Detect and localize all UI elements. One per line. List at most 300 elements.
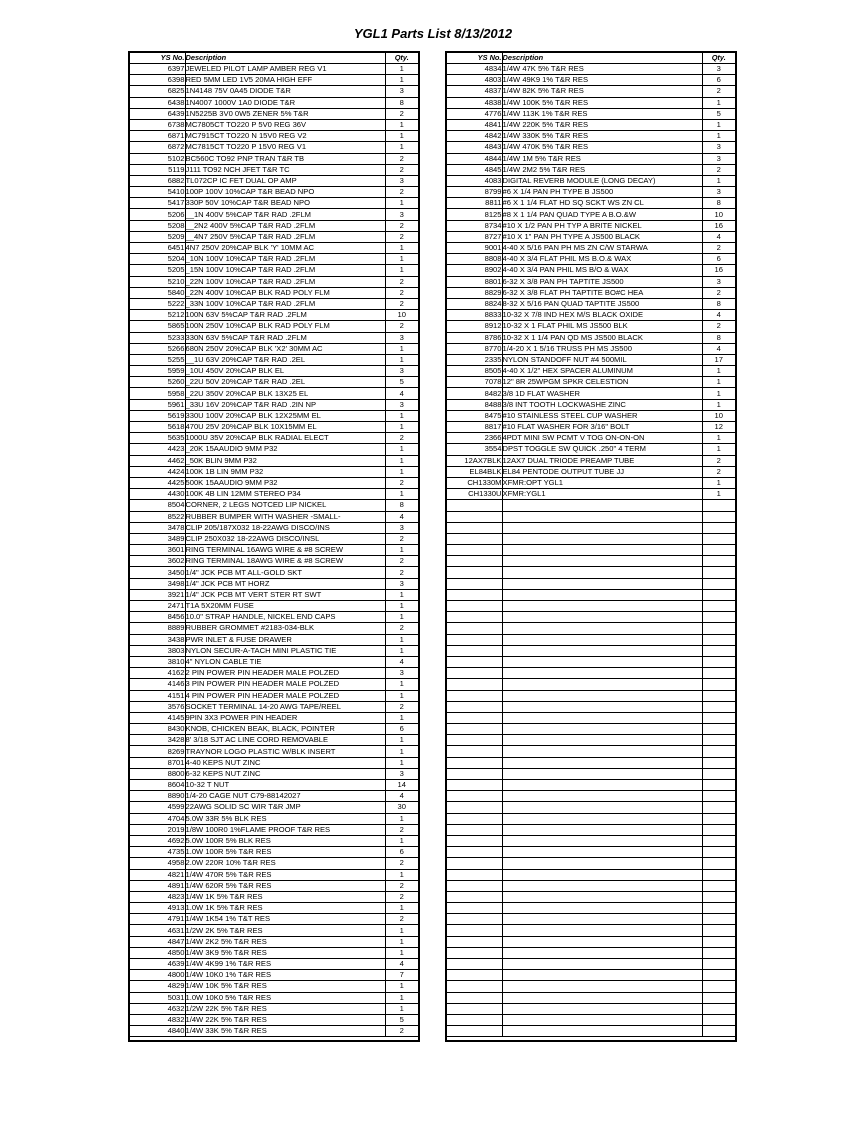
table-row (447, 366, 735, 377)
description-cell: 1.0W 10K0 5% T&R RES (185, 992, 385, 1003)
description-cell: MC7915CT TO220 N 15V0 REG V2 (185, 131, 385, 142)
description-cell (502, 533, 702, 544)
qty-cell: 1 (702, 119, 735, 130)
ys-no-cell: 6738 (130, 119, 185, 130)
qty-cell: 1 (385, 545, 418, 556)
table-row (447, 455, 735, 466)
description-cell: 10-32 X 1 1/4 PAN QD MS JS500 BLACK (502, 332, 702, 343)
qty-cell (702, 925, 735, 936)
ys-no-cell: 8430 (130, 724, 185, 735)
qty-cell: 2 (385, 477, 418, 488)
qty-cell (702, 869, 735, 880)
table-row (130, 545, 418, 556)
qty-cell: 1 (702, 131, 735, 142)
ys-no-cell: 4735 (130, 847, 185, 858)
qty-cell: 5 (385, 1014, 418, 1025)
ys-no-cell: 2335 (447, 354, 502, 365)
table-row (130, 601, 418, 612)
qty-cell: 3 (385, 668, 418, 679)
empty-table-row (447, 623, 735, 634)
qty-cell: 2 (385, 824, 418, 835)
description-cell: __1N 400V 5%CAP T&R RAD .2FLM (185, 209, 385, 220)
description-cell: CLIP 250X032 18-22AWG DISCO/INSL (185, 533, 385, 544)
qty-cell: 1 (385, 198, 418, 209)
qty-cell (702, 1026, 735, 1037)
qty-cell: 1 (385, 936, 418, 947)
qty-cell (702, 601, 735, 612)
ys-no-cell (447, 903, 502, 914)
table-row (447, 64, 735, 75)
ys-no-cell: 5222 (130, 298, 185, 309)
ys-no-cell (447, 880, 502, 891)
ys-no-cell (447, 612, 502, 623)
ys-no-cell: 4430 (130, 489, 185, 500)
description-cell (502, 623, 702, 634)
description-cell: NYLON SECUR-A-TACH MINI PLASTIC TIE (185, 645, 385, 656)
ys-no-cell (447, 589, 502, 600)
qty-cell: 2 (385, 433, 418, 444)
qty-cell (702, 612, 735, 623)
description-cell: 1/4W 2M2 5% T&R RES (502, 164, 702, 175)
table-row (130, 791, 418, 802)
qty-cell: 2 (385, 533, 418, 544)
qty-cell: 1 (385, 612, 418, 623)
ys-no-cell (447, 735, 502, 746)
ys-no-cell: 8808 (447, 254, 502, 265)
description-cell: 1/4W 33K 5% T&R RES (185, 1026, 385, 1037)
qty-cell: 2 (702, 86, 735, 97)
ys-no-cell (447, 835, 502, 846)
table-row (130, 388, 418, 399)
table-row (130, 858, 418, 869)
empty-table-row (447, 601, 735, 612)
empty-table-row (447, 768, 735, 779)
ys-no-cell (447, 724, 502, 735)
ys-no-cell: 4632 (130, 1003, 185, 1014)
table-row (130, 64, 418, 75)
ys-no-cell: 2471 (130, 601, 185, 612)
qty-cell: 3 (385, 366, 418, 377)
ys-no-cell: 4146 (130, 679, 185, 690)
table-row (130, 1026, 418, 1037)
empty-table-row (447, 1026, 735, 1037)
ys-no-cell: 6882 (130, 175, 185, 186)
table-row (130, 343, 418, 354)
table-row (130, 366, 418, 377)
description-cell: 12AX7 DUAL TRIODE PREAMP TUBE (502, 455, 702, 466)
description-cell: __4N7 250V 5%CAP T&R RAD .2FLM (185, 231, 385, 242)
table-row (447, 97, 735, 108)
table-row (130, 824, 418, 835)
table-row (130, 377, 418, 388)
ys-no-cell: 4704 (130, 813, 185, 824)
description-cell: 1/4W 10K0 1% T&R RES (185, 970, 385, 981)
table-row (130, 668, 418, 679)
description-cell (502, 970, 702, 981)
description-cell: 1N5225B 3V0 0W5 ZENER 5% T&R (185, 108, 385, 119)
qty-cell (702, 701, 735, 712)
qty-cell: 1 (385, 422, 418, 433)
ys-no-cell (447, 1026, 502, 1037)
ys-no-cell (447, 891, 502, 902)
qty-cell: 1 (385, 466, 418, 477)
ys-no-cell (447, 802, 502, 813)
description-cell: 1/4W 4K99 1% T&R RES (185, 959, 385, 970)
empty-table-row (447, 1014, 735, 1025)
table-row (130, 880, 418, 891)
ys-no-cell: 5204 (130, 254, 185, 265)
ys-no-cell: 4424 (130, 466, 185, 477)
description-cell: RUBBER BUMPER WITH WASHER -SMALL- (185, 511, 385, 522)
description-cell (502, 768, 702, 779)
description-cell (502, 545, 702, 556)
qty-cell (702, 746, 735, 757)
qty-cell: 3 (702, 187, 735, 198)
table-row (130, 656, 418, 667)
description-cell: EL84 PENTODE OUTPUT TUBE JJ (502, 466, 702, 477)
empty-table-row (447, 858, 735, 869)
ys-no-cell: 5233 (130, 332, 185, 343)
qty-cell: 1 (385, 746, 418, 757)
table-row (447, 164, 735, 175)
qty-cell: 1 (385, 690, 418, 701)
description-cell: 1/4W 470K 5% T&R RES (502, 142, 702, 153)
description-cell: 1/4-20 X 1 5/16 TRUSS PH MS JS500 (502, 343, 702, 354)
qty-cell: 2 (385, 153, 418, 164)
table-row (447, 377, 735, 388)
description-cell (502, 925, 702, 936)
qty-cell: 1 (385, 444, 418, 455)
qty-cell: 1 (385, 243, 418, 254)
ys-no-cell: 5260 (130, 377, 185, 388)
ys-no-cell: 4844 (447, 153, 502, 164)
parts-table (447, 53, 735, 1037)
ys-no-cell: 8482 (447, 388, 502, 399)
table-row (447, 287, 735, 298)
qty-cell (702, 1003, 735, 1014)
ys-no-cell: 3498 (130, 578, 185, 589)
qty-cell: 2 (385, 187, 418, 198)
empty-table-row (447, 556, 735, 567)
table-header-row (130, 53, 418, 64)
qty-cell: 8 (702, 198, 735, 209)
table-row (447, 332, 735, 343)
ys-no-cell: 5958 (130, 388, 185, 399)
description-cell: XFMR:OPT YGL1 (502, 477, 702, 488)
qty-cell: 2 (385, 701, 418, 712)
ys-no-cell: 4958 (130, 858, 185, 869)
description-cell (502, 757, 702, 768)
qty-cell: 1 (385, 265, 418, 276)
description-cell: 4 PIN POWER PIN HEADER MALE POLZED (185, 690, 385, 701)
ys-no-cell: 8824 (447, 298, 502, 309)
empty-table-row (447, 612, 735, 623)
table-row (130, 254, 418, 265)
table-row (130, 86, 418, 97)
qty-cell (702, 735, 735, 746)
description-cell: BC560C TO92 PNP TRAN T&R TB (185, 153, 385, 164)
table-row (130, 970, 418, 981)
description-cell: 1/4W 82K 5% T&R RES (502, 86, 702, 97)
table-row (130, 187, 418, 198)
description-cell (502, 903, 702, 914)
description-cell (502, 567, 702, 578)
ys-no-cell: 4803 (447, 75, 502, 86)
qty-cell: 1 (385, 1003, 418, 1014)
description-cell: _22N 100V 10%CAP T&R RAD .2FLM (185, 276, 385, 287)
ys-no-cell: 4425 (130, 477, 185, 488)
qty-cell: 1 (385, 947, 418, 958)
ys-no-cell: 6871 (130, 131, 185, 142)
empty-table-row (447, 880, 735, 891)
ys-no-cell (447, 959, 502, 970)
table-row (130, 511, 418, 522)
qty-cell: 3 (702, 142, 735, 153)
description-cell (502, 522, 702, 533)
ys-no-cell (447, 824, 502, 835)
ys-no-cell: 4847 (130, 936, 185, 947)
qty-cell: 8 (702, 298, 735, 309)
ys-no-cell: 8799 (447, 187, 502, 198)
table-row (130, 746, 418, 757)
table-row (130, 231, 418, 242)
description-cell: 1/4W 10K 5% T&R RES (185, 981, 385, 992)
qty-header: Qty. (385, 53, 418, 64)
description-cell: 4-40 X 1/2" HEX SPACER ALUMINUM (502, 366, 702, 377)
description-header: Description (502, 53, 702, 64)
table-row (130, 634, 418, 645)
table-row (130, 903, 418, 914)
ys-no-cell: 4599 (130, 802, 185, 813)
ys-no-cell: 5205 (130, 265, 185, 276)
table-row (130, 433, 418, 444)
qty-cell: 1 (385, 679, 418, 690)
ys-no-cell: 4692 (130, 835, 185, 846)
table-row (447, 86, 735, 97)
qty-cell: 2 (385, 287, 418, 298)
qty-cell: 1 (385, 601, 418, 612)
description-cell: 470U 25V 20%CAP BLK 10X15MM EL (185, 422, 385, 433)
qty-cell: 1 (385, 254, 418, 265)
empty-table-row (447, 824, 735, 835)
table-row (447, 209, 735, 220)
description-cell: 3/8 INT TOOTH LOCKWASHE ZINC (502, 399, 702, 410)
qty-cell: 1 (385, 64, 418, 75)
qty-cell: 30 (385, 802, 418, 813)
table-row (447, 477, 735, 488)
ys-no-cell (447, 500, 502, 511)
qty-cell: 2 (702, 287, 735, 298)
ys-no-cell (447, 757, 502, 768)
table-row (130, 455, 418, 466)
empty-table-row (447, 780, 735, 791)
empty-table-row (447, 936, 735, 947)
qty-cell (702, 511, 735, 522)
table-row (447, 399, 735, 410)
ys-no-cell (447, 768, 502, 779)
ys-no-cell: 3428 (130, 735, 185, 746)
ys-no-cell: 6397 (130, 64, 185, 75)
ys-no-cell (447, 847, 502, 858)
description-cell (502, 947, 702, 958)
description-cell: TRAYNOR LOGO PLASTIC W/BLK INSERT (185, 746, 385, 757)
description-header: Description (185, 53, 385, 64)
ys-no-cell: 6825 (130, 86, 185, 97)
table-row (130, 198, 418, 209)
ys-no-cell (447, 645, 502, 656)
ys-no-cell: 5266 (130, 343, 185, 354)
description-cell: 1/4W 22K 5% T&R RES (185, 1014, 385, 1025)
description-cell: 1/4W 620R 5% T&R RES (185, 880, 385, 891)
description-cell (502, 612, 702, 623)
qty-cell (702, 880, 735, 891)
table-row (130, 701, 418, 712)
table-row (130, 142, 418, 153)
description-cell: 2 PIN POWER PIN HEADER MALE POLZED (185, 668, 385, 679)
ys-no-cell (447, 567, 502, 578)
description-cell: _10U 450V 20%CAP BLK EL (185, 366, 385, 377)
qty-cell: 1 (385, 981, 418, 992)
qty-cell: 3 (385, 578, 418, 589)
qty-cell: 4 (702, 343, 735, 354)
qty-cell (702, 556, 735, 567)
ys-no-cell: CH1330M (447, 477, 502, 488)
parts-table-right (445, 51, 737, 1042)
ys-no-cell (447, 712, 502, 723)
ys-no-cell: 8770 (447, 343, 502, 354)
empty-table-row (447, 746, 735, 757)
description-cell: 330N 63V 5%CAP T&R RAD .2FLM (185, 332, 385, 343)
description-cell: 1/4W 49K9 1% T&R RES (502, 75, 702, 86)
description-cell (502, 936, 702, 947)
qty-cell: 1 (385, 343, 418, 354)
table-row (130, 981, 418, 992)
ys-no-cell (447, 858, 502, 869)
description-cell: 1/4" JCK PCB MT HORZ (185, 578, 385, 589)
table-row (130, 869, 418, 880)
description-cell (502, 511, 702, 522)
table-row (447, 265, 735, 276)
qty-cell: 1 (385, 142, 418, 153)
qty-cell: 3 (385, 768, 418, 779)
qty-cell (702, 578, 735, 589)
table-row (130, 925, 418, 936)
description-cell: 4-40 X 3/4 FLAT PHIL MS B.O.& WAX (502, 254, 702, 265)
table-row (130, 243, 418, 254)
qty-cell (702, 679, 735, 690)
description-cell: 6-32 X 3/8 PAN PH TAPTITE JS500 (502, 276, 702, 287)
ys-no-cell: 5635 (130, 433, 185, 444)
qty-cell: 6 (385, 724, 418, 735)
qty-cell: 3 (385, 175, 418, 186)
qty-cell: 4 (385, 511, 418, 522)
empty-table-row (447, 970, 735, 981)
qty-cell: 1 (385, 992, 418, 1003)
description-cell: 1/4" JCK PCB MT ALL-GOLD SKT (185, 567, 385, 578)
table-row (130, 847, 418, 858)
ys-no-cell (447, 925, 502, 936)
ys-no-cell (447, 522, 502, 533)
qty-cell: 3 (702, 153, 735, 164)
ys-no-cell: 4800 (130, 970, 185, 981)
table-row (130, 500, 418, 511)
qty-cell: 8 (385, 97, 418, 108)
ys-no-cell (447, 634, 502, 645)
description-cell: 1/8W 100R0 1%FLAME PROOF T&R RES (185, 824, 385, 835)
table-row (130, 399, 418, 410)
description-cell (502, 601, 702, 612)
description-cell: _22N 400V 10%CAP BLK RAD POLY FLM (185, 287, 385, 298)
description-cell (502, 1003, 702, 1014)
table-row (447, 220, 735, 231)
ys-no-cell: 4840 (130, 1026, 185, 1037)
table-row (130, 835, 418, 846)
description-cell: 1N4007 1000V 1A0 DIODE T&R (185, 97, 385, 108)
qty-cell: 1 (385, 735, 418, 746)
ys-no-cell: 5959 (130, 366, 185, 377)
ys-no-cell (447, 701, 502, 712)
qty-cell: 4 (702, 310, 735, 321)
table-row (130, 175, 418, 186)
ys-no-header: YS No. (447, 53, 502, 64)
table-header-row (447, 53, 735, 64)
ys-no-cell (447, 746, 502, 757)
ys-no-cell (447, 690, 502, 701)
table-row (130, 712, 418, 723)
description-cell: _22U 50V 20%CAP T&R RAD .2EL (185, 377, 385, 388)
ys-no-cell (447, 623, 502, 634)
description-cell (502, 746, 702, 757)
ys-no-cell: 5865 (130, 321, 185, 332)
empty-table-row (447, 791, 735, 802)
empty-table-row (447, 668, 735, 679)
ys-no-cell (447, 656, 502, 667)
empty-table-row (447, 813, 735, 824)
table-row (447, 153, 735, 164)
ys-no-cell: 4145 (130, 712, 185, 723)
empty-table-row (447, 578, 735, 589)
description-cell: 1/4W 330K 5% T&R RES (502, 131, 702, 142)
empty-table-row (447, 992, 735, 1003)
description-cell: RUBBER GROMMET #2183-034-BLK (185, 623, 385, 634)
ys-no-cell: 8475 (447, 410, 502, 421)
ys-no-cell: 12AX7BLK (447, 455, 502, 466)
ys-no-cell: 4829 (130, 981, 185, 992)
qty-cell: 4 (385, 388, 418, 399)
qty-cell: 1 (702, 366, 735, 377)
ys-no-cell (447, 679, 502, 690)
qty-cell (702, 768, 735, 779)
empty-table-row (447, 1003, 735, 1014)
qty-cell: 2 (702, 243, 735, 254)
ys-no-cell: 2366 (447, 433, 502, 444)
ys-no-cell: 5210 (130, 276, 185, 287)
description-cell: 22AWG SOLID SC WIR T&R JMP (185, 802, 385, 813)
empty-table-row (447, 533, 735, 544)
description-cell: 8-32 X 5/16 PAN QUAD TAPTITE JS500 (502, 298, 702, 309)
description-cell: 1/4" JCK PCB MT VERT STER RT SWT (185, 589, 385, 600)
table-row (447, 131, 735, 142)
description-cell: 1/4W 1K54 1% T&T RES (185, 914, 385, 925)
description-cell: 8' 3/18 SJT AC LINE CORD REMOVABLE (185, 735, 385, 746)
document-title: YGL1 Parts List 8/13/2012 (353, 26, 513, 41)
ys-no-cell (447, 668, 502, 679)
description-cell (502, 992, 702, 1003)
description-cell: 1/2W 2K 5% T&R RES (185, 925, 385, 936)
ys-no-cell: 3601 (130, 545, 185, 556)
qty-cell: 3 (385, 86, 418, 97)
empty-table-row (447, 500, 735, 511)
